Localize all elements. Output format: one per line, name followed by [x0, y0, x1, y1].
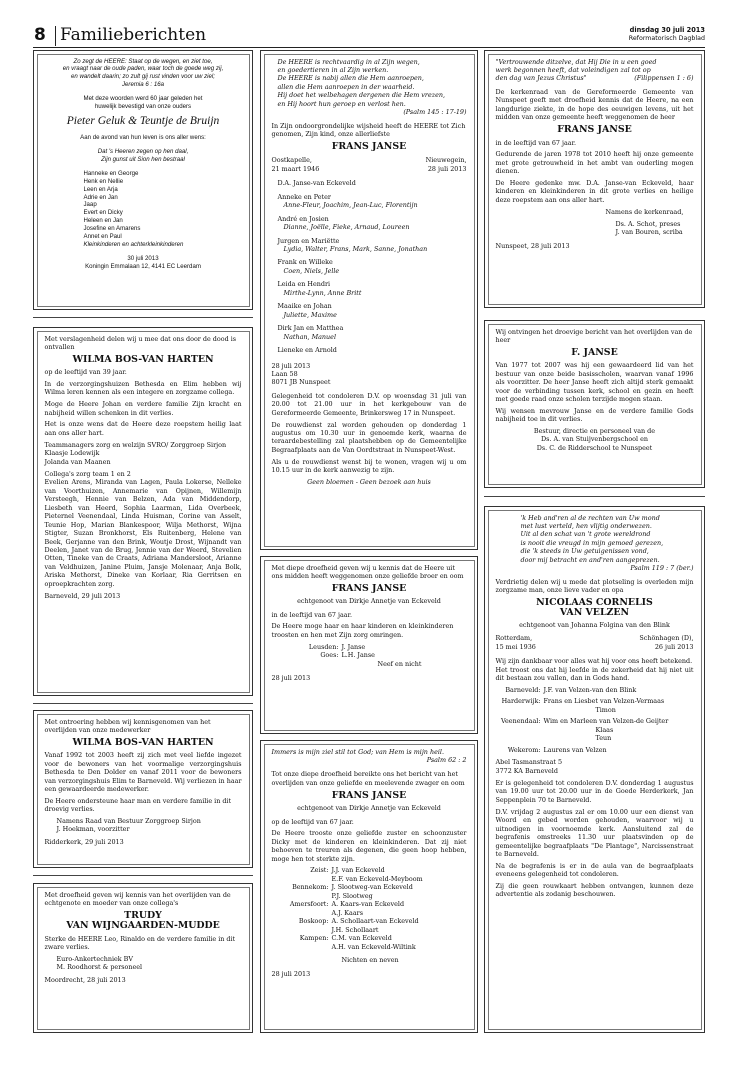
- child-name: Leen en Arja: [83, 185, 118, 193]
- notice-paragraph: Zij die geen rouwkaart hebben ontvangen, kunnen deze advertentie als zodanig beschouwen.: [495, 881, 694, 899]
- deceased-name: FRANS JANSE: [557, 123, 632, 135]
- signatory: Euro-Ankertechniek BV: [56, 954, 133, 963]
- signatory: Ds. A. van Stuijvenbergschool en: [541, 435, 648, 444]
- verse-line: "Vertrouwende ditzelve, dat Hij Die in u een goed: [495, 57, 657, 66]
- death-place: Schönhagen (D),: [639, 634, 694, 643]
- notice-paragraph: De Heere trooste onze geliefde zuster en schoonzuster Dicky met de kinderen en kleinkinderen. Dat zij niet behoeven te treuren als degenen, die geen hoop hebben, moge hen tot sterkte zijn.: [271, 829, 467, 863]
- obituary-trudy: [33, 883, 253, 1033]
- notice-paragraph: Vanaf 1992 tot 2003 heeft zij zich met veel liefde ingezet voor de bewoners van het voormalige verzorgingshuis Bethesda te Den Dolder en vanaf 2011 voor de bewoners van verzorgingshuis Elim te Barneveld. Wij verliezen in haar een gewaardeerde medewerker.: [44, 751, 242, 794]
- verse-line: Immers is mijn ziel stil tot God; van Hem is mijn heil.: [271, 747, 444, 756]
- family-parents: Jurgen en Mariëtte: [277, 236, 340, 245]
- death-date: 28 juli 2013: [427, 164, 467, 173]
- relative-names: Neef en nicht: [377, 659, 422, 668]
- relative-names: Teun: [595, 734, 612, 743]
- obituary-van-velzen: [484, 506, 705, 1033]
- notice-footer: Geen bloemen - Geen bezoek aan huis: [307, 477, 431, 486]
- place-date: Barneveld, 29 juli 2013: [44, 591, 121, 600]
- family-children: Lydia, Walter, Frans, Mark, Sanne, Jonathan: [283, 245, 428, 254]
- notice-paragraph: De Heere gedenke mw. D.A. Janse-van Eckeveld, haar kinderen en kleinkinderen in dit grote verlies en heilige deze roepstem aan ons aller hart.: [495, 178, 694, 204]
- verse-line: allen die Hem aanroepen in der waarheid.: [277, 82, 415, 91]
- birth-place: Rotterdam,: [495, 634, 533, 643]
- notice-date: 28 juli 2013: [271, 970, 311, 979]
- intro-line: Met deze woorden werd 60 jaar geleden het: [83, 95, 203, 103]
- family-parents: Leida en Hendri: [277, 280, 331, 289]
- spouse-line: echtgenoot van Dirkje Annetje van Eckeveld: [297, 804, 441, 813]
- verse-reference: (Filippensen 1 : 6): [634, 74, 694, 83]
- verse-line: en vraagt naar de oude paden, waar toch de goede weg zij,: [62, 65, 224, 73]
- relative-names: P.J. Slootweg: [331, 891, 373, 900]
- relative-place: Goes:: [320, 651, 339, 660]
- family-children: Mirthe-Lynn, Anne Britt: [283, 288, 362, 297]
- verse-line: Zo zegt de HEERE: Staat op de wegen, en ziet toe,: [73, 57, 213, 65]
- notice-intro: Met droefheid geven wij kennis van het overlijden van de echtgenote en moeder van onze collega's: [44, 890, 231, 907]
- address-line: Abel Tasmanstraat 5: [495, 758, 563, 767]
- relative-names: A.J. Kaars: [331, 908, 364, 917]
- signatory-intro: Namens de kerkenraad,: [605, 207, 684, 216]
- signatory: Namens Raad van Bestuur Zorggroep Sirjon: [56, 817, 201, 825]
- signatory: M. Roodhorst & personeel: [56, 963, 143, 972]
- couple-names: Pieter Geluk & Teuntje de Bruijn: [66, 115, 220, 128]
- spouse-name: D.A. Janse-van Eckeveld: [277, 179, 356, 188]
- deceased-first-name: NICOLAAS CORNELIS: [536, 596, 653, 608]
- notice-paragraph: Als u de rouwdienst wenst bij te wonen, vragen wij u om 10.15 uur in de kerk aanwezig te zijn.: [271, 457, 467, 475]
- relative-names: Nichten en neven: [341, 955, 399, 964]
- colleague-list: Evelien Arens, Miranda van Lagen, Paula Lokerse, Nelleke van Voorthuizen, Annemarie van Opijnen, Willemijn Versteegh, Hennie van Belzen, Ada van Middendorp, Liesbeth van Heerd, Sophia Laarman, Lida Overbeek, Pieternel Veenendaal, Linda Huisman, Corine van Asselt, Teunie Hop, Marian Blankespoor, Wilja Methorst, Wijna Stigter, Suzan Bronkhorst, Els Ruitenberg, Helene van Beek, Gerjanne van den Brink, Woutje Drost, Wijnandt van Deelen, Janet van de Brug, Jennie van der Weerd, Stevelien Otten, Tineke van de Craats, Adriana Mandersloot, Arianne van Veldhuizen, Janine Pluim, Jansje Molenaar, Anja Bolk, Ariska Methorst, Dineke van Korlaar, Ria Gerritsen en oproepkrachten zorg.: [44, 478, 242, 588]
- notice-paragraph: Er is gelegenheid tot condoleren D.V. donderdag 1 augustus van 19.00 uur tot 20.00 uur in de Goede Herderkerk, Jan Seppenplein 70 te Barneveld.: [495, 779, 694, 804]
- notice-intro: In Zijn ondoorgrondelijke wijsheid heeft de HEERE tot Zich genomen, Zijn kind, onze allerliefste: [271, 121, 466, 139]
- family-parents: Maaike en Johan: [277, 302, 332, 311]
- notice-intro: Met ontroering hebben wij kennisgenomen van het overlijden van onze medewerker: [44, 717, 211, 734]
- family-children: Coen, Niels, Jelle: [283, 266, 340, 275]
- death-date: 26 juli 2013: [654, 642, 694, 651]
- obituary-frans-siblings: [260, 556, 478, 734]
- verse-reference: Jeremia 6 : 16a: [121, 81, 164, 89]
- relative-place: Harderwijk:: [501, 697, 541, 706]
- family-children: Nathan, Manuel: [283, 332, 336, 341]
- relative-names: Frans en Liesbet van Velzen-Vermaas: [543, 697, 665, 706]
- verse-line: en Hij hoort hun geroep en verlost hen.: [277, 99, 406, 108]
- relative-names: J.F. van Velzen-van den Blink: [543, 685, 637, 694]
- obituary-frans-family: [260, 50, 478, 550]
- newspaper-name: Reformatorisch Dagblad: [628, 35, 705, 42]
- verse-reference: Psalm 62 : 2: [426, 755, 467, 764]
- notice-paragraph: Na de begrafenis is er in de aula van de begraafplaats eveneens gelegenheid tot condoleren.: [495, 861, 694, 879]
- verse-line: De HEERE is nabij allen die Hem aanroepen,: [277, 74, 424, 83]
- signatory: J. van Bouren, scriba: [615, 228, 683, 237]
- column-separator: [484, 496, 705, 497]
- relative-place: Barneveld:: [505, 685, 541, 694]
- intro-line: huwelijk bevestigd van onze ouders: [94, 103, 192, 111]
- notice-intro: Met verslagenheid delen wij u mee dat ons door de dood is ontvallen: [44, 334, 237, 351]
- address-line: 3772 KA Barneveld: [495, 766, 558, 775]
- relative-place: [272, 943, 332, 951]
- notice-paragraph: Gelegenheid tot condoleren D.V. op woensdag 31 juli van 20.00 tot 21.00 uur in het kerkgebouw van de Gereformeerde Gemeente, Brinkersweg 17 in Nunspeet.: [271, 391, 467, 417]
- relative-names: J.H. Schollaart: [331, 925, 379, 934]
- deceased-name: WILMA BOS-VAN HARTEN: [72, 353, 214, 365]
- notice-intro: Met diepe droefheid geven wij u kennis dat de Heere uit ons midden heeft weggenomen onze geliefde broer en oom: [271, 563, 464, 580]
- relative-place: [272, 926, 332, 934]
- relative-names: Wim en Marleen van Velzen-de Geijter: [543, 717, 669, 726]
- signatory: Klaasje Lodewijk: [44, 449, 100, 458]
- child-name: Evert en Dicky: [83, 209, 123, 217]
- wish-verse: Dat 's Heeren zegen op hen daal,: [97, 147, 189, 155]
- notice-paragraph: In de verzorgingshuizen Bethesda en Elim hebben wij Wilma leren kennen als een integere en zorgzame collega.: [44, 379, 242, 397]
- birth-date: 15 mei 1936: [495, 642, 536, 651]
- deceased-name: [45, 911, 242, 932]
- notice-paragraph: Moge de Heere Johan en verdere familie Zijn kracht en nabijheid willen schenken in dit verlies.: [44, 400, 242, 417]
- notice-paragraph: De rouwdienst zal worden gehouden op donderdag 1 augustus om 10.30 uur in genoemde kerk, waarna de teraardebestelling zal plaatshebben op de Gemeentelijke Begraafplaats aan de Van Oordtstraat in Nunspeet-West.: [271, 420, 467, 454]
- verse-line: werk begonnen heeft, dat voleindigen zal tot op: [495, 65, 651, 74]
- child-name: Heleen en Jan: [83, 217, 123, 225]
- family-children: Anne-Fleur, Joachim, Jean-Luc, Florentijn: [283, 201, 418, 210]
- column-separator: [33, 703, 253, 704]
- column-separator: [33, 317, 253, 318]
- relative-names: J. Slootweg-van Eckeveld: [331, 883, 413, 892]
- child-name: Annet en Paul: [83, 233, 122, 241]
- child-name: Adrie en Jan: [83, 193, 118, 201]
- verse-line: 'k Heb and'ren al de rechten van Uw mond: [520, 513, 660, 522]
- team-label: Collega's zorg team 1 en 2: [44, 469, 131, 478]
- relative-place: Wekerom:: [507, 745, 541, 754]
- age-line: op de leeftijd van 67 jaar.: [271, 817, 354, 826]
- notice-paragraph: Wij wensen mevrouw Janse en de verdere familie Gods nabijheid toe in dit verlies.: [495, 406, 694, 424]
- notice-intro: Tot onze diepe droefheid bereikte ons het bericht van het overlijden van onze geliefde en meelevende zwager en oom: [271, 770, 465, 787]
- signatory: J. Hoekman, voorzitter: [56, 825, 130, 834]
- relative-names: Klaas: [595, 725, 614, 734]
- verse-line: en goedertieren in al Zijn werken.: [277, 65, 389, 74]
- deceased-surname: VAN WIJNGAARDEN-MUDDE: [66, 920, 220, 932]
- relative-place: Kampen:: [299, 934, 329, 943]
- verse-line: door mij betracht en and'ren aangeprezen.: [520, 555, 660, 564]
- age-line: in de leeftijd van 67 jaar.: [271, 610, 352, 619]
- verse-line: De HEERE is rechtvaardig in al Zijn wegen,: [277, 57, 420, 66]
- verse-reference: (Psalm 145 : 17-19): [403, 108, 467, 117]
- family-parents: Anneke en Peter: [277, 192, 331, 201]
- signatory: Ds. C. de Ridderschool te Nunspeet: [536, 443, 653, 452]
- deceased-surname: VAN VELZEN: [559, 607, 630, 619]
- notice-paragraph: Het troost ons dat hij leefde in de zekerheid dat hij niet uit dit bestaan zou vallen, dan in Gods hand.: [495, 665, 694, 683]
- relative-names: Laurens van Velzen: [543, 745, 607, 754]
- deceased-name: FRANS JANSE: [331, 582, 407, 594]
- notice-paragraph: Sterke de HEERE Leo, Rinaldo en de verdere familie in dit zware verlies.: [44, 934, 236, 952]
- wish-line: Aan de avond van hun leven is ons aller wens:: [80, 133, 206, 141]
- verse-line: Hij doet het welbehagen dergenen die Hem vrezen,: [277, 91, 446, 100]
- relative-names: A.H. van Eckeveld-Wiltink: [331, 942, 416, 951]
- notice-intro: Verdrietig delen wij u mede dat plotseling is overleden mijn zorgzame man, onze lieve vader en opa: [495, 577, 694, 595]
- spouse-line: echtgenoot van Dirkje Annetje van Eckeveld: [297, 597, 441, 606]
- verse-line: Uit al den schat van 't grote wereldrond: [520, 530, 651, 539]
- signatory: Bestuur, directie en personeel van de: [533, 427, 656, 435]
- notice-date: 28 juli 2013: [271, 674, 311, 682]
- relative-place: [272, 892, 332, 900]
- relative-names: E.F. van Eckeveld-Meyboom: [331, 874, 423, 883]
- column-separator: [33, 875, 253, 876]
- place-date: Ridderkerk, 29 juli 2013: [44, 837, 124, 846]
- child-name: Josefine en Amarens: [83, 225, 141, 233]
- anniversary-notice: [33, 50, 253, 310]
- notice-paragraph: Wij zijn dankbaar voor alles wat hij voor ons heeft betekend.: [495, 657, 693, 666]
- child-name: Hanneke en George: [83, 169, 139, 177]
- spouse-line: echtgenoot van Johanna Folgina van den Blink: [519, 620, 670, 629]
- family-parents: André en Josien: [277, 214, 329, 223]
- birth-place: Oostkapelle,: [271, 156, 312, 165]
- relative-place: Boskoop:: [298, 917, 329, 926]
- relative-place: Zeist:: [310, 866, 329, 875]
- relative-names: J.J. van Eckeveld: [331, 866, 385, 875]
- deceased-name: [496, 598, 694, 619]
- relative-place: [272, 875, 332, 883]
- header-divider: [55, 26, 56, 46]
- signatory: Teammanagers zorg en welzijn SVRO/ Zorggroep Sirjon: [44, 440, 227, 449]
- section-title: Familieberichten: [60, 25, 207, 45]
- place-date: Moordrecht, 28 juli 2013: [44, 975, 126, 984]
- obituary-f-janse-school: [484, 320, 705, 488]
- notice-paragraph: De Heere ondersteune haar man en verdere familie in dit droevig verlies.: [44, 796, 232, 814]
- family-parents: Lieneke en Arnold: [277, 346, 337, 355]
- obituary-frans-church: [484, 50, 705, 308]
- notice-paragraph: De Heere moge haar en haar kinderen en kleinkinderen troosten en hen met Zijn zorg omringen.: [271, 622, 454, 639]
- relative-place: Amersfoort:: [289, 900, 329, 909]
- obituary-wilma-sirjon: [33, 710, 253, 868]
- family-parents: Frank en Willeke: [277, 258, 333, 267]
- notice-intro: Wij ontvingen het droevige bericht van het overlijden van de heer: [495, 327, 693, 344]
- relative-names: A. Kaars-van Eckeveld: [331, 900, 405, 909]
- child-name: Henk en Nellie: [83, 177, 124, 185]
- verse-line: met lust verteld, hen vlijtig onderwezen.: [520, 521, 652, 530]
- obituary-frans-inlaws: [260, 740, 478, 1033]
- place-date: Nunspeet, 28 juli 2013: [495, 241, 570, 250]
- relative-names: A. Schollaart-van Eckeveld: [331, 917, 419, 926]
- verse-line: den dag van Jezus Christus": [495, 74, 587, 83]
- notice-paragraph: D.V. vrijdag 2 augustus zal er om 10.00 uur een dienst van Woord en gebed worden gehouden, waarvoor wij u uitnodigen in voornoemde kerk. Aansluitend zal de begrafenis omstreeks 11.30 uur plaatsvinden op de gemeentelijke begraafplaats "De Plantage", Narcissenstraat te Barneveld.: [495, 807, 694, 858]
- relative-place: Leusden:: [308, 642, 339, 651]
- signatory: Jolanda van Maanen: [44, 457, 111, 466]
- age-line: op de leeftijd van 39 jaar.: [44, 368, 127, 377]
- signatory: Ds. A. Schot, preses: [615, 220, 681, 229]
- notice-date: 30 juli 2013: [127, 254, 159, 262]
- child-name: Jaap: [83, 201, 97, 209]
- notice-paragraph: Gedurende de jaren 1978 tot 2010 heeft hij onze gemeente met grote getrouwheid in het ambt van ouderling mogen dienen.: [495, 150, 694, 176]
- deceased-name: WILMA BOS-VAN HARTEN: [72, 736, 214, 748]
- verse-line: is nooit die vreugd in mijn gemoed gerezen,: [520, 538, 664, 547]
- page-number: 8: [34, 25, 46, 45]
- grandchildren: Kleinkinderen en achterkleinkinderen: [83, 241, 184, 249]
- address-line: Laan 58: [271, 370, 298, 379]
- deceased-name: FRANS JANSE: [331, 789, 407, 801]
- deceased-name: FRANS JANSE: [331, 140, 407, 152]
- relative-names: L.H. Janse: [341, 651, 375, 660]
- deceased-name: F. JANSE: [571, 346, 618, 358]
- relative-names: J. Janse: [341, 642, 366, 651]
- notice-paragraph: Van 1977 tot 2007 was hij een gewaardeerd lid van het bestuur van onze beide basisscholen, waarvan vanaf 1996 als voorzitter. De heer Janse heeft zich altijd sterk gemaakt voor de verbinding tussen kerk, school en gezin en heeft met goede raad onze scholen terzijde mogen staan.: [495, 361, 694, 404]
- notice-paragraph: Het is onze wens dat de Heere deze roepstem heilig laat aan ons aller hart.: [44, 420, 242, 437]
- relative-names: Timon: [595, 705, 616, 714]
- relative-place: Veenendaal:: [500, 717, 541, 726]
- family-parents: Dirk Jan en Matthea: [277, 324, 344, 333]
- relative-place: [272, 909, 332, 917]
- verse-reference: Psalm 119 : 7 (ber.): [630, 564, 694, 573]
- notice-intro: De kerkenraad van de Gereformeerde Gemeente van Nunspeet geeft met droefheid kennis dat de Heere, na een langdurige ziekte, in de hope des eeuwigen levens, uit het midden van onze gemeente heeft weggenomen de heer: [495, 87, 694, 122]
- address: Koningin Emmalaan 12, 4141 EC Leerdam: [85, 262, 201, 270]
- deceased-first-name: TRUDY: [124, 909, 162, 921]
- verse-line: die 'k steeds in Uw getuigenissen vond,: [520, 547, 649, 556]
- address-line: 8071 JB Nunspeet: [271, 378, 331, 387]
- obituary-wilma-colleagues: [33, 327, 253, 696]
- family-children: Juliette, Maxime: [283, 310, 337, 319]
- death-place: Nieuwegein,: [425, 156, 467, 165]
- birth-date: 21 maart 1946: [271, 164, 320, 173]
- issue-date: dinsdag 30 juli 2013: [629, 26, 705, 34]
- relative-names: C.M. van Eckeveld: [331, 934, 392, 943]
- wish-verse: Zijn gunst uit Sion hen bestraal: [101, 155, 185, 163]
- verse-line: en wandelt daarin; zo zult gij rust vinden voor uw ziel;: [71, 73, 215, 81]
- address-line: 28 juli 2013: [271, 361, 311, 370]
- header-rule: [33, 47, 705, 48]
- relative-place: Bennekom:: [292, 883, 329, 892]
- age-line: in de leeftijd van 67 jaar.: [495, 138, 576, 147]
- family-children: Dianne, Joëlle, Fieke, Arnaud, Loureen: [283, 223, 410, 232]
